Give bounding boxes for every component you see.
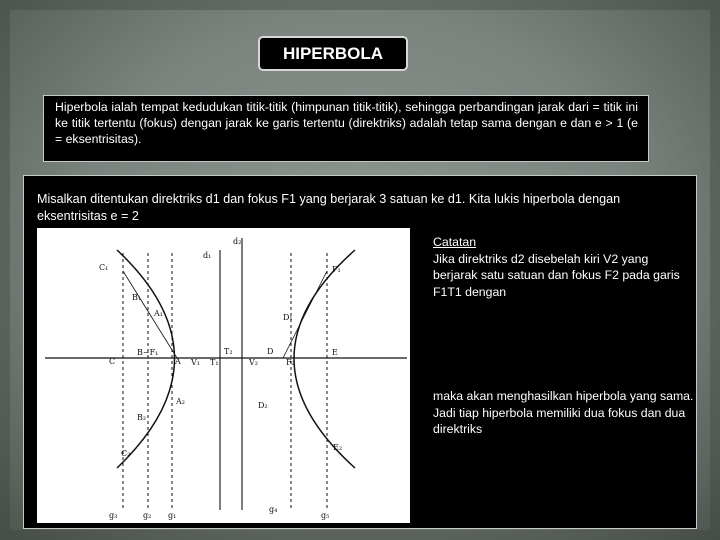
note-continuation: maka akan menghasilkan hiperbola yang sama. Jadi tiap hiperbola memiliki dua fokus dan dua direktriks [433, 389, 694, 436]
slide-title: HIPERBOLA [258, 36, 408, 71]
hyperbola-left-branch [117, 250, 175, 468]
label-C: C [109, 357, 116, 366]
label-g1: g₁ [168, 511, 177, 520]
definition-box [43, 95, 649, 162]
example-box [23, 175, 697, 529]
label-D2: D₂ [258, 401, 268, 410]
label-T1: T₁ [210, 358, 219, 367]
hyperbola-right-branch [294, 250, 355, 468]
hyperbola-figure [37, 228, 410, 523]
note-body: Jika direktriks d2 disebelah kiri V2 yang berjarak satu satuan dan fokus F2 pada garis F1T1 dengan [433, 251, 680, 299]
label-g5: g₅ [321, 511, 330, 520]
label-C1: C₁ [99, 263, 109, 272]
focal-line-left [123, 271, 177, 358]
label-D: D [267, 347, 274, 356]
note-heading: Catatan [433, 235, 477, 249]
definition-text: Hiperbola ialah tempat kedudukan titik-titik (himpunan titik-titik), sehingga perbandingan jarak dari = titik ini ke titik tertentu (fokus) dengan jarak ke garis tertentu (direktriks) adalah tetap sama dengan e dan e > 1 (e = eksentrisitas). [55, 100, 638, 146]
label-F2: F₂ [286, 358, 295, 367]
hyperbola-diagram [37, 228, 410, 523]
label-A2: A₂ [176, 397, 185, 406]
label-g2: g₂ [143, 511, 152, 520]
note-block [433, 234, 693, 300]
label-A1: A₁ [154, 309, 163, 318]
label-g3: g₃ [109, 511, 118, 520]
label-A: A [175, 357, 181, 366]
label-d1: d₁ [203, 251, 212, 260]
label-V1: V₁ [191, 358, 200, 367]
label-B-F1: B−F₁ [137, 348, 159, 357]
label-T2: T₂ [224, 347, 233, 356]
label-D1: D₁ [283, 313, 293, 322]
label-C2: C₂ [121, 449, 131, 458]
label-V2: V₂ [249, 358, 258, 367]
example-text: Misalkan ditentukan direktriks d1 dan fokus F1 yang berjarak 3 satuan ke d1. Kita lukis hiperbola dengan eksentrisitas e = 2 [37, 192, 621, 223]
label-B1: B₁ [132, 293, 142, 302]
label-g4: g₄ [269, 505, 278, 514]
label-F1-top: F₁ [332, 265, 341, 274]
label-B2: B₂ [137, 413, 147, 422]
label-E2: E₂ [333, 443, 343, 452]
label-E: E [332, 348, 338, 357]
label-d2: d₂ [233, 237, 242, 246]
